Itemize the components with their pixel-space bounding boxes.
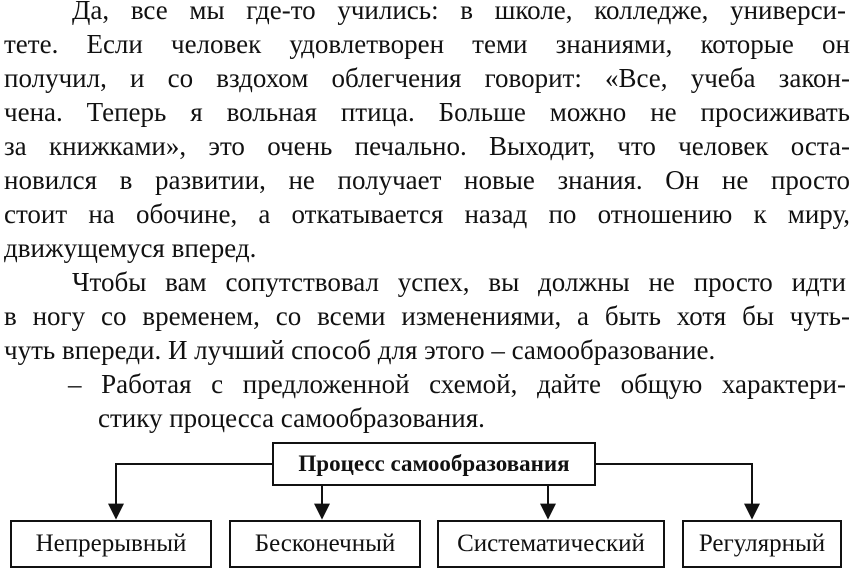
child-node-systematic: Систематический [437, 520, 665, 568]
child-node-continuous: Непрерывный [10, 520, 212, 568]
p1-line-2: тете. Если человек удовлетворен теми знаниями, которые он [4, 29, 850, 59]
task-line-2: стику процесса самообразования. [98, 403, 485, 433]
p1-line-7: стоит на обочине, а откатывается назад по отношению к миру, [4, 199, 850, 229]
p1-line-6: новился в развитии, не получает новые знания. Он не просто [4, 165, 850, 195]
p1-line-1: Да, все мы где-то учились: в школе, колледже, универси- [72, 0, 846, 25]
p2-line-3: чуть впереди. И лучший способ для этого – самообразование. [4, 335, 716, 365]
child-node-endless: Бесконечный [229, 520, 421, 568]
p2-line-1: Чтобы вам сопутствовал успех, вы должны не просто идти [72, 267, 846, 297]
p1-line-3: получил, и со вздохом облегчения говорит: «Все, учеба закон- [4, 63, 850, 93]
connector-right-4 [596, 464, 752, 518]
p1-line-8: движущемуся вперед. [4, 233, 257, 263]
connector-left-1 [116, 464, 272, 518]
child-node-regular: Регулярный [682, 520, 842, 568]
self-education-diagram [0, 428, 852, 587]
p1-line-5: за книжками», это очень печально. Выходит, что человек оста- [4, 131, 850, 161]
p2-line-2: в ногу со временем, со всеми изменениями, а быть хотя бы чуть- [4, 301, 850, 331]
root-node: Процесс самообразования [272, 442, 596, 486]
task-line-1: – Работая с предложенной схемой, дайте общую характери- [68, 369, 846, 399]
p1-line-4: чена. Теперь я вольная птица. Больше можно не просиживать [4, 97, 850, 127]
